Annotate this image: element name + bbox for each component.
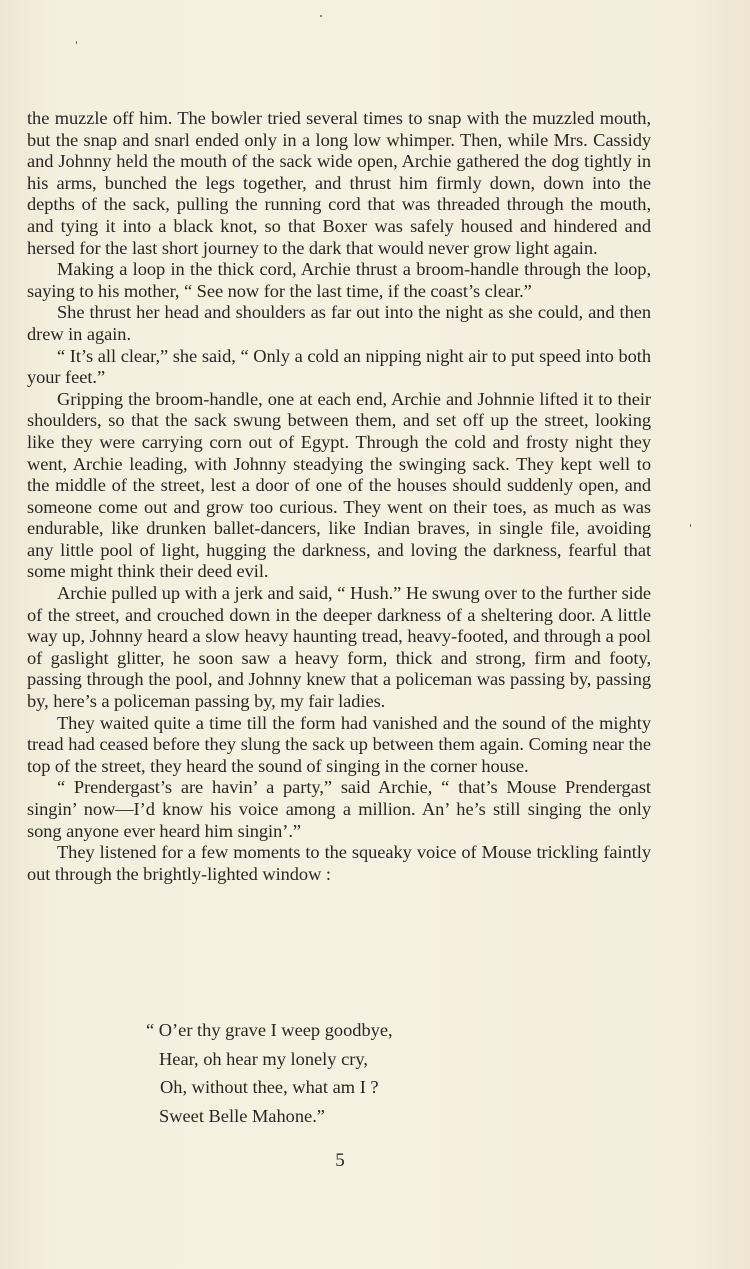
- body-text: [27, 108, 651, 885]
- paper-speck: [690, 524, 691, 527]
- song-verse: [144, 1016, 393, 1130]
- verse-line: “ O’er thy grave I weep goodbye,: [146, 1020, 393, 1040]
- paragraph: Making a loop in the thick cord, Archie thrust a broom-handle through the loop, saying to his mother, “ See now for the last time, if the coast’s clear.”: [27, 259, 651, 301]
- paper-speck: [76, 41, 77, 44]
- paragraph: Gripping the broom-handle, one at each end, Archie and Johnnie lifted it to their shoulders, so that the sack swung between them, and set off up the street, looking like they were carrying corn out of Egypt. Through the cold and frosty night they went, Archie leading, with Johnny steadying the swinging sack. They kept well to the middle of the street, lest a door of one of the houses should suddenly open, and someone come out and grow too curious. They went on their toes, as much as was endurable, like drunken ballet-dancers, like Indian braves, in single file, avoiding any little pool of light, hugging the darkness, and loving the darkness, fearful that some might think their deed evil.: [27, 388, 651, 582]
- paragraph: They waited quite a time till the form had vanished and the sound of the mighty tread had ceased before they slung the sack up between them again. Coming near the top of the street, they heard the sound of singing in the corner house.: [27, 712, 651, 776]
- verse-line: Hear, oh hear my lonely cry,: [159, 1048, 368, 1069]
- paragraph: the muzzle off him. The bowler tried several times to snap with the muzzled mouth, but the snap and snarl ended only in a long low whimper. Then, while Mrs. Cassidy and Johnny held the mouth of the sack wide open, Archie gathered the dog tightly in his arms, bunched the legs together, and thrust him firmly down, down into the depths of the sack, pulling the running cord that was threaded through the mouth, and tying it into a black knot, so that Boxer was safely housed and hindered and hersed for the last short journey to the dark that would never grow light again.: [27, 108, 651, 258]
- paragraph: “ It’s all clear,” she said, “ Only a cold an nipping night air to put speed into both your feet.”: [27, 345, 651, 388]
- page-number: 5: [335, 1150, 345, 1171]
- verse-line: Oh, without thee, what am I ?: [160, 1077, 379, 1097]
- paragraph: They listened for a few moments to the squeaky voice of Mouse trickling faintly out through the brightly-lighted window :: [27, 842, 651, 884]
- paragraph: Archie pulled up with a jerk and said, “ Hush.” He swung over to the further side of the street, and crouched down in the deeper darkness of a sheltering door. A little way up, Johnny heard a slow heavy haunting tread, heavy-footed, and through a pool of gaslight glitter, he soon saw a heavy form, thick and strong, firm and footy, passing through the pool, and Johnny knew that a policeman was passing by, passing by, here’s a policeman passing by, my fair ladies.: [27, 583, 651, 712]
- verse-line: Sweet Belle Mahone.”: [159, 1105, 325, 1126]
- paper-speck: [320, 15, 322, 17]
- paragraph: She thrust her head and shoulders as far out into the night as she could, and then drew in again.: [27, 302, 651, 344]
- paragraph: “ Prendergast’s are havin’ a party,” said Archie, “ that’s Mouse Prendergast singin’ now—I’d know his voice among a million. An’ he’s still singing the only song anyone ever heard him singin’.”: [27, 777, 651, 841]
